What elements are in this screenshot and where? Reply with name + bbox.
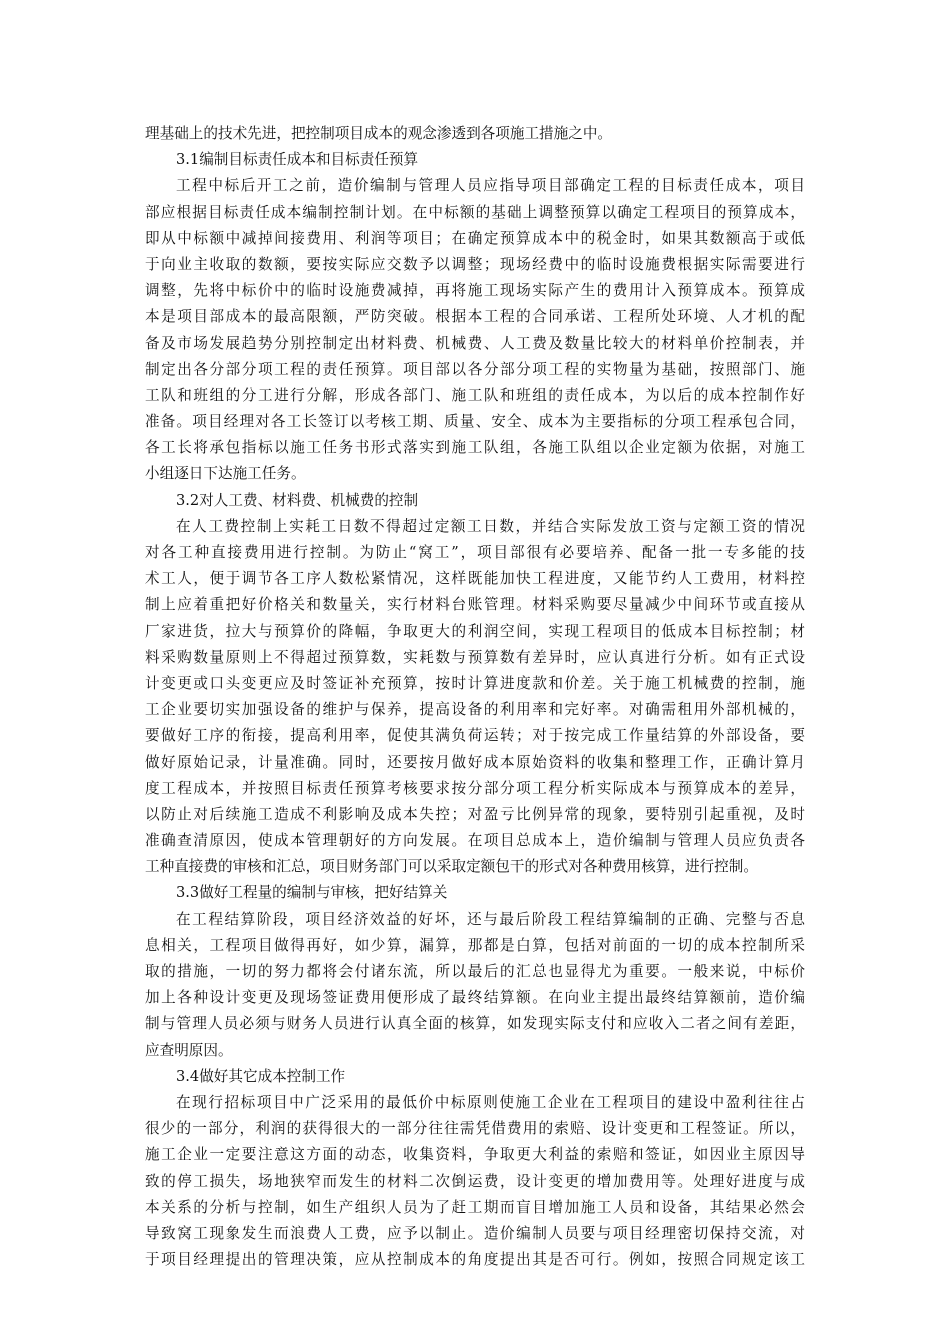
text-line: 工队和班组的分工进行分解，形成各部门、施工队和班组的责任成本，为以后的成本控制作好 bbox=[145, 386, 805, 404]
text-line: 各工长将承包指标以施工任务书形式落实到施工队组，各施工队组以企业定额为依据，对施工 bbox=[145, 439, 805, 457]
paragraph bbox=[145, 121, 805, 147]
text-line: 制上应着重把好价格关和数量关，实行材料台账管理。材料采购要尽量减少中间环节或直接从 bbox=[145, 596, 805, 614]
text-line: 于项目经理提出的管理决策，应从控制成本的角度提出其是否可行。例如，按照合同规定该工 bbox=[145, 1251, 805, 1269]
text-line: 料采购数量原则上不得超过预算数，实耗数与预算数有差异时，应认真进行分析。如有正式设 bbox=[145, 648, 805, 666]
text-line: 术工人，便于调节各工序人数松紧情况，这样既能加快工程进度，又能节约人工费用，材料控 bbox=[145, 570, 805, 588]
paragraph bbox=[145, 1090, 805, 1273]
text-line: 取的措施，一切的努力都将会付诸东流，所以最后的汇总也显得尤为重要。一般来说，中标价 bbox=[145, 963, 805, 980]
text-line: 要做好工序的衔接，提高利用率，促使其满负荷运转；对于按完成工作量结算的外部设备，要 bbox=[145, 727, 805, 745]
text-line: 厂家进货，拉大与预算价的降幅，争取更大的利润空间，实现工程项目的低成本目标控制；材 bbox=[145, 622, 805, 640]
text-line: 很少的一部分，利润的获得很大的一部分往往需凭借费用的索赔、设计变更和工程签证。所以， bbox=[145, 1120, 805, 1138]
text-line: 应查明原因。 bbox=[145, 1041, 233, 1059]
text-line: 对各工种直接费用进行控制。为防止“窝工”，项目部很有必要培养、配备一批一专多能的技 bbox=[145, 544, 805, 561]
text-line: 本关系的分析与控制，如生产组织人员为了赶工期而盲目增加施工人员和设备，其结果必然会 bbox=[145, 1198, 805, 1216]
paragraph bbox=[145, 173, 805, 487]
text-line: 在工程结算阶段，项目经济效益的好坏，还与最后阶段工程结算编制的正确、完整与否息 bbox=[176, 910, 805, 928]
text-line: 计变更或口头变更应及时签证补充预算，按时计算进度款和价差。关于施工机械费的控制，施 bbox=[145, 674, 805, 692]
paragraph bbox=[145, 907, 805, 1064]
text-line: 准确查清原因，使成本管理朝好的方向发展。在项目总成本上，造价编制与管理人员应负责各 bbox=[145, 832, 805, 850]
text-line: 备及市场发展趋势分别控制定出材料费、机械费、人工费及数量比较大的材料单价控制表，并 bbox=[145, 334, 805, 352]
text-line: 在现行招标项目中广泛采用的最低价中标原则使施工企业在工程项目的建设中盈利往往占 bbox=[176, 1093, 805, 1111]
text-line: 制定出各分部分项工程的责任预算。项目部以各分部分项工程的实物量为基础，按照部门、施 bbox=[145, 360, 805, 378]
text-line: 小组逐日下达施工任务。 bbox=[145, 465, 306, 483]
text-line: 导致窝工现象发生而浪费人工费，应予以制止。造价编制人员要与项目经理密切保持交流，对 bbox=[145, 1224, 805, 1242]
text-line: 调整，先将中标价中的临时设施费减掉，再将施工现场实际产生的费用计入预算成本。预算成 bbox=[145, 282, 805, 300]
section-heading: 3.2对人工费、材料费、机械费的控制 bbox=[176, 491, 419, 509]
text-line: 加上各种设计变更及现场签证费用便形成了最终结算额。在向业主提出最终结算额前，造价编 bbox=[145, 989, 805, 1007]
text-line: 施工企业一定要注意这方面的动态，收集资料，争取更大利益的索赔和签证，如因业主原因导 bbox=[145, 1146, 805, 1164]
text-line: 制与管理人员必须与财务人员进行认真全面的核算，如发现实际支付和应收入二者之间有差距， bbox=[145, 1015, 805, 1033]
text-line: 准备。项目经理对各工长签订以考核工期、质量、安全、成本为主要指标的分项工程承包合同， bbox=[145, 413, 805, 431]
paragraph bbox=[145, 514, 805, 881]
text-line: 以防止对后续施工造成不利影响及成本失控；对盈亏比例异常的现象，要特别引起重视，及时 bbox=[145, 805, 805, 823]
text-line: 度工程成本，并按照目标责任预算考核要求按分部分项工程分析实际成本与预算成本的差异， bbox=[145, 779, 805, 797]
text-line: 工种直接费的审核和汇总，项目财务部门可以采取定额包干的形式对各种费用核算，进行控制。 bbox=[145, 858, 758, 876]
text-line: 在人工费控制上实耗工日数不得超过定额工日数，并结合实际发放工资与定额工资的情况 bbox=[176, 517, 805, 535]
document-body bbox=[145, 121, 805, 1273]
text-line: 理基础上的技术先进，把控制项目成本的观念渗透到各项施工措施之中。 bbox=[145, 125, 613, 142]
text-line: 本是项目部成本的最高限额，严防突破。根据本工程的合同承诺、工程所处环境、人才机的配 bbox=[145, 308, 805, 326]
text-line: 工程中标后开工之前，造价编制与管理人员应指导项目部确定工程的目标责任成本，项目 bbox=[176, 177, 805, 195]
section-heading: 3.3做好工程量的编制与审核，把好结算关 bbox=[176, 884, 448, 902]
text-line: 致的停工损失，场地狭窄而发生的材料二次倒运费，设计变更的增加费用等。处理好进度与成 bbox=[145, 1172, 805, 1190]
text-line: 即从中标额中减掉间接费用、利润等项目；在确定预算成本中的税金时，如果其数额高于或低 bbox=[145, 229, 805, 247]
section-heading: 3.1编制目标责任成本和目标责任预算 bbox=[176, 151, 419, 169]
section-heading: 3.4做好其它成本控制工作 bbox=[176, 1067, 346, 1085]
text-line: 息相关，工程项目做得再好，如少算，漏算，那都是白算，包括对前面的一切的成本控制所采 bbox=[145, 936, 805, 954]
text-line: 做好原始记录，计量准确。同时，还要按月做好成本原始资料的收集和整理工作，正确计算月 bbox=[145, 753, 805, 771]
text-line: 工企业要切实加强设备的维护与保养，提高设备的利用率和完好率。对确需租用外部机械的， bbox=[145, 701, 805, 719]
text-line: 部应根据目标责任成本编制控制计划。在中标额的基础上调整预算以确定工程项目的预算成本， bbox=[145, 203, 805, 221]
text-line: 于向业主收取的数额，要按实际应交数予以调整；现场经费中的临时设施费根据实际需要进行 bbox=[145, 255, 805, 273]
